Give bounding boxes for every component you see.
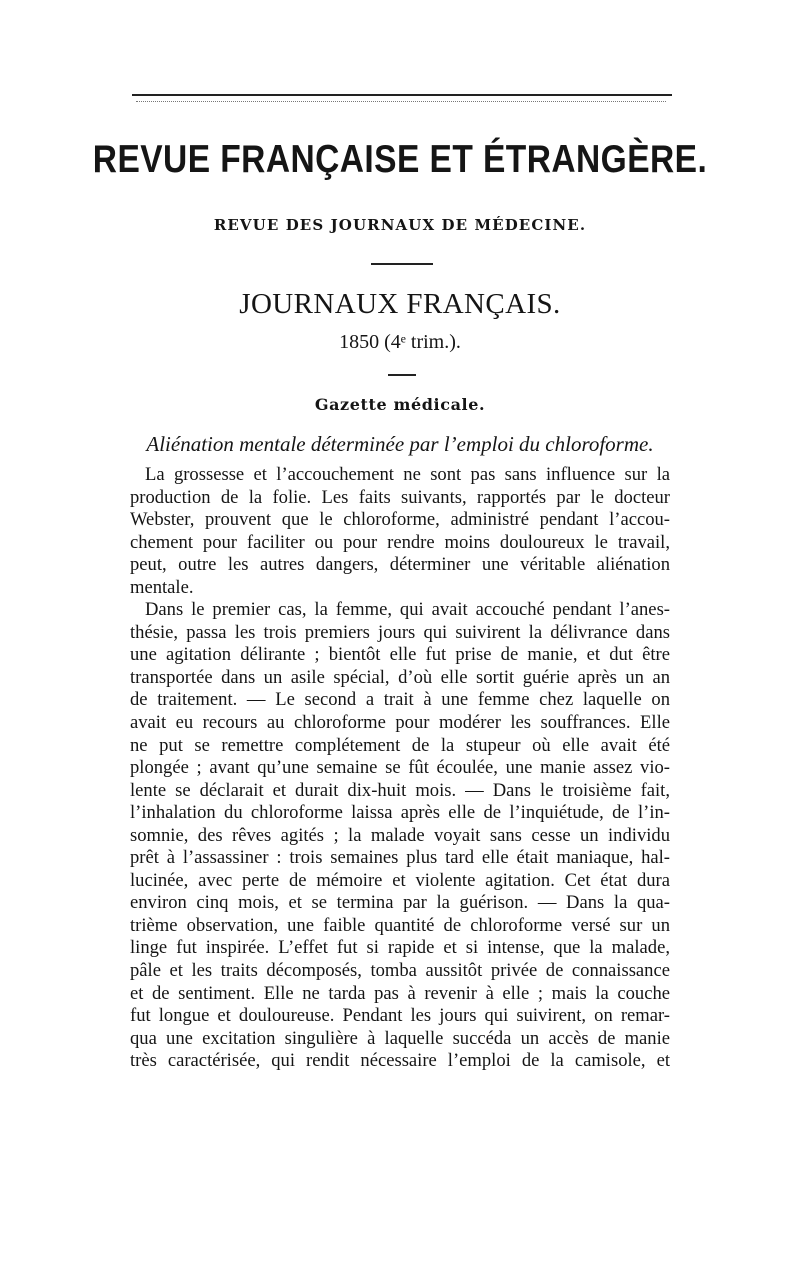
main-title: REVUE FRANÇAISE ET ÉTRANGÈRE. bbox=[92, 138, 708, 181]
text-line: lente se déclarait et durait dix-huit mois. — Dans le troisième fait, bbox=[130, 779, 670, 801]
text-line: et de sentiment. Elle ne tarda pas à revenir à elle ; mais la couche bbox=[130, 982, 670, 1004]
text-line: production de la folie. Les faits suivants, rapportés par le docteur bbox=[130, 486, 670, 508]
text-line: l’inhalation du chloroforme laissa après elle de l’inquiétude, de l’in- bbox=[130, 802, 670, 824]
text-line: somnie, des rêves agités ; la malade voyait sans cesse un individu bbox=[130, 824, 670, 846]
text-line: environ cinq mois, et se termina par la guérison. — Dans la qua- bbox=[130, 892, 670, 914]
article-title: Aliénation mentale déterminée par l’emploi du chloroforme. bbox=[146, 432, 654, 456]
text-line: Webster, prouvent que le chloroforme, administré pendant l’accou- bbox=[130, 509, 670, 531]
text-line: ne put se remettre complétement de la stupeur où elle avait été bbox=[130, 734, 670, 756]
section-title: JOURNAUX FRANÇAIS. bbox=[239, 288, 561, 320]
text-line: qua une excitation singulière à laquelle succéda un accès de manie bbox=[130, 1027, 670, 1049]
text-line: prêt à l’assassiner : trois semaines plus tard elle était maniaque, hal- bbox=[130, 847, 670, 869]
text-line: mentale. bbox=[130, 576, 194, 598]
text-line: très caractérisée, qui rendit nécessaire l’emploi de la camisole, et bbox=[130, 1050, 670, 1072]
text-line: fut longue et douloureuse. Pendant les jours qui suivirent, on remar- bbox=[130, 1005, 670, 1027]
text-line: chement pour faciliter ou pour rendre moins douloureux le travail, bbox=[130, 531, 670, 553]
text-line: avait eu recours au chloroforme pour modérer les souffrances. Elle bbox=[130, 712, 670, 734]
subtitle: REVUE DES JOURNAUX DE MÉDECINE. bbox=[213, 216, 587, 234]
text-line: plongée ; avant qu’une semaine se fût écoulée, une manie assez vio- bbox=[130, 757, 670, 779]
text-line: thésie, passa les trois premiers jours qui suivirent la délivrance dans bbox=[130, 621, 670, 643]
text-line: linge fut inspirée. L’effet fut si rapide et si intense, que la malade, bbox=[130, 937, 670, 959]
journal-name: Gazette médicale. bbox=[314, 395, 486, 414]
header-rule bbox=[132, 94, 672, 96]
section-divider bbox=[371, 263, 433, 265]
text-line: pâle et les traits décomposés, tomba aussitôt privée de connaissance bbox=[130, 960, 670, 982]
text-line: lucinée, avec perte de mémoire et violente agitation. Cet état dura bbox=[130, 869, 670, 891]
text-line: La grossesse et l’accouchement ne sont pas sans influence sur la bbox=[145, 464, 670, 485]
text-line: peut, outre les autres dangers, déterminer une véritable aliénation bbox=[130, 554, 670, 576]
text-line: de traitement. — Le second a trait à une femme chez laquelle on bbox=[130, 689, 670, 711]
text-line: Dans le premier cas, la femme, qui avait accouché pendant l’anes- bbox=[145, 599, 670, 621]
short-divider bbox=[388, 374, 416, 376]
period-label: 1850 (4ᵉ trim.). bbox=[339, 331, 461, 353]
article-body bbox=[130, 464, 670, 1073]
text-line: une agitation délirante ; bientôt elle fut prise de manie, et dut être bbox=[130, 644, 670, 666]
header-rule-dotted bbox=[136, 101, 666, 102]
text-line: trième observation, une faible quantité de chloroforme versé sur un bbox=[130, 914, 670, 936]
text-line: transportée dans un asile spécial, d’où elle sortit guérie après un an bbox=[130, 666, 670, 688]
